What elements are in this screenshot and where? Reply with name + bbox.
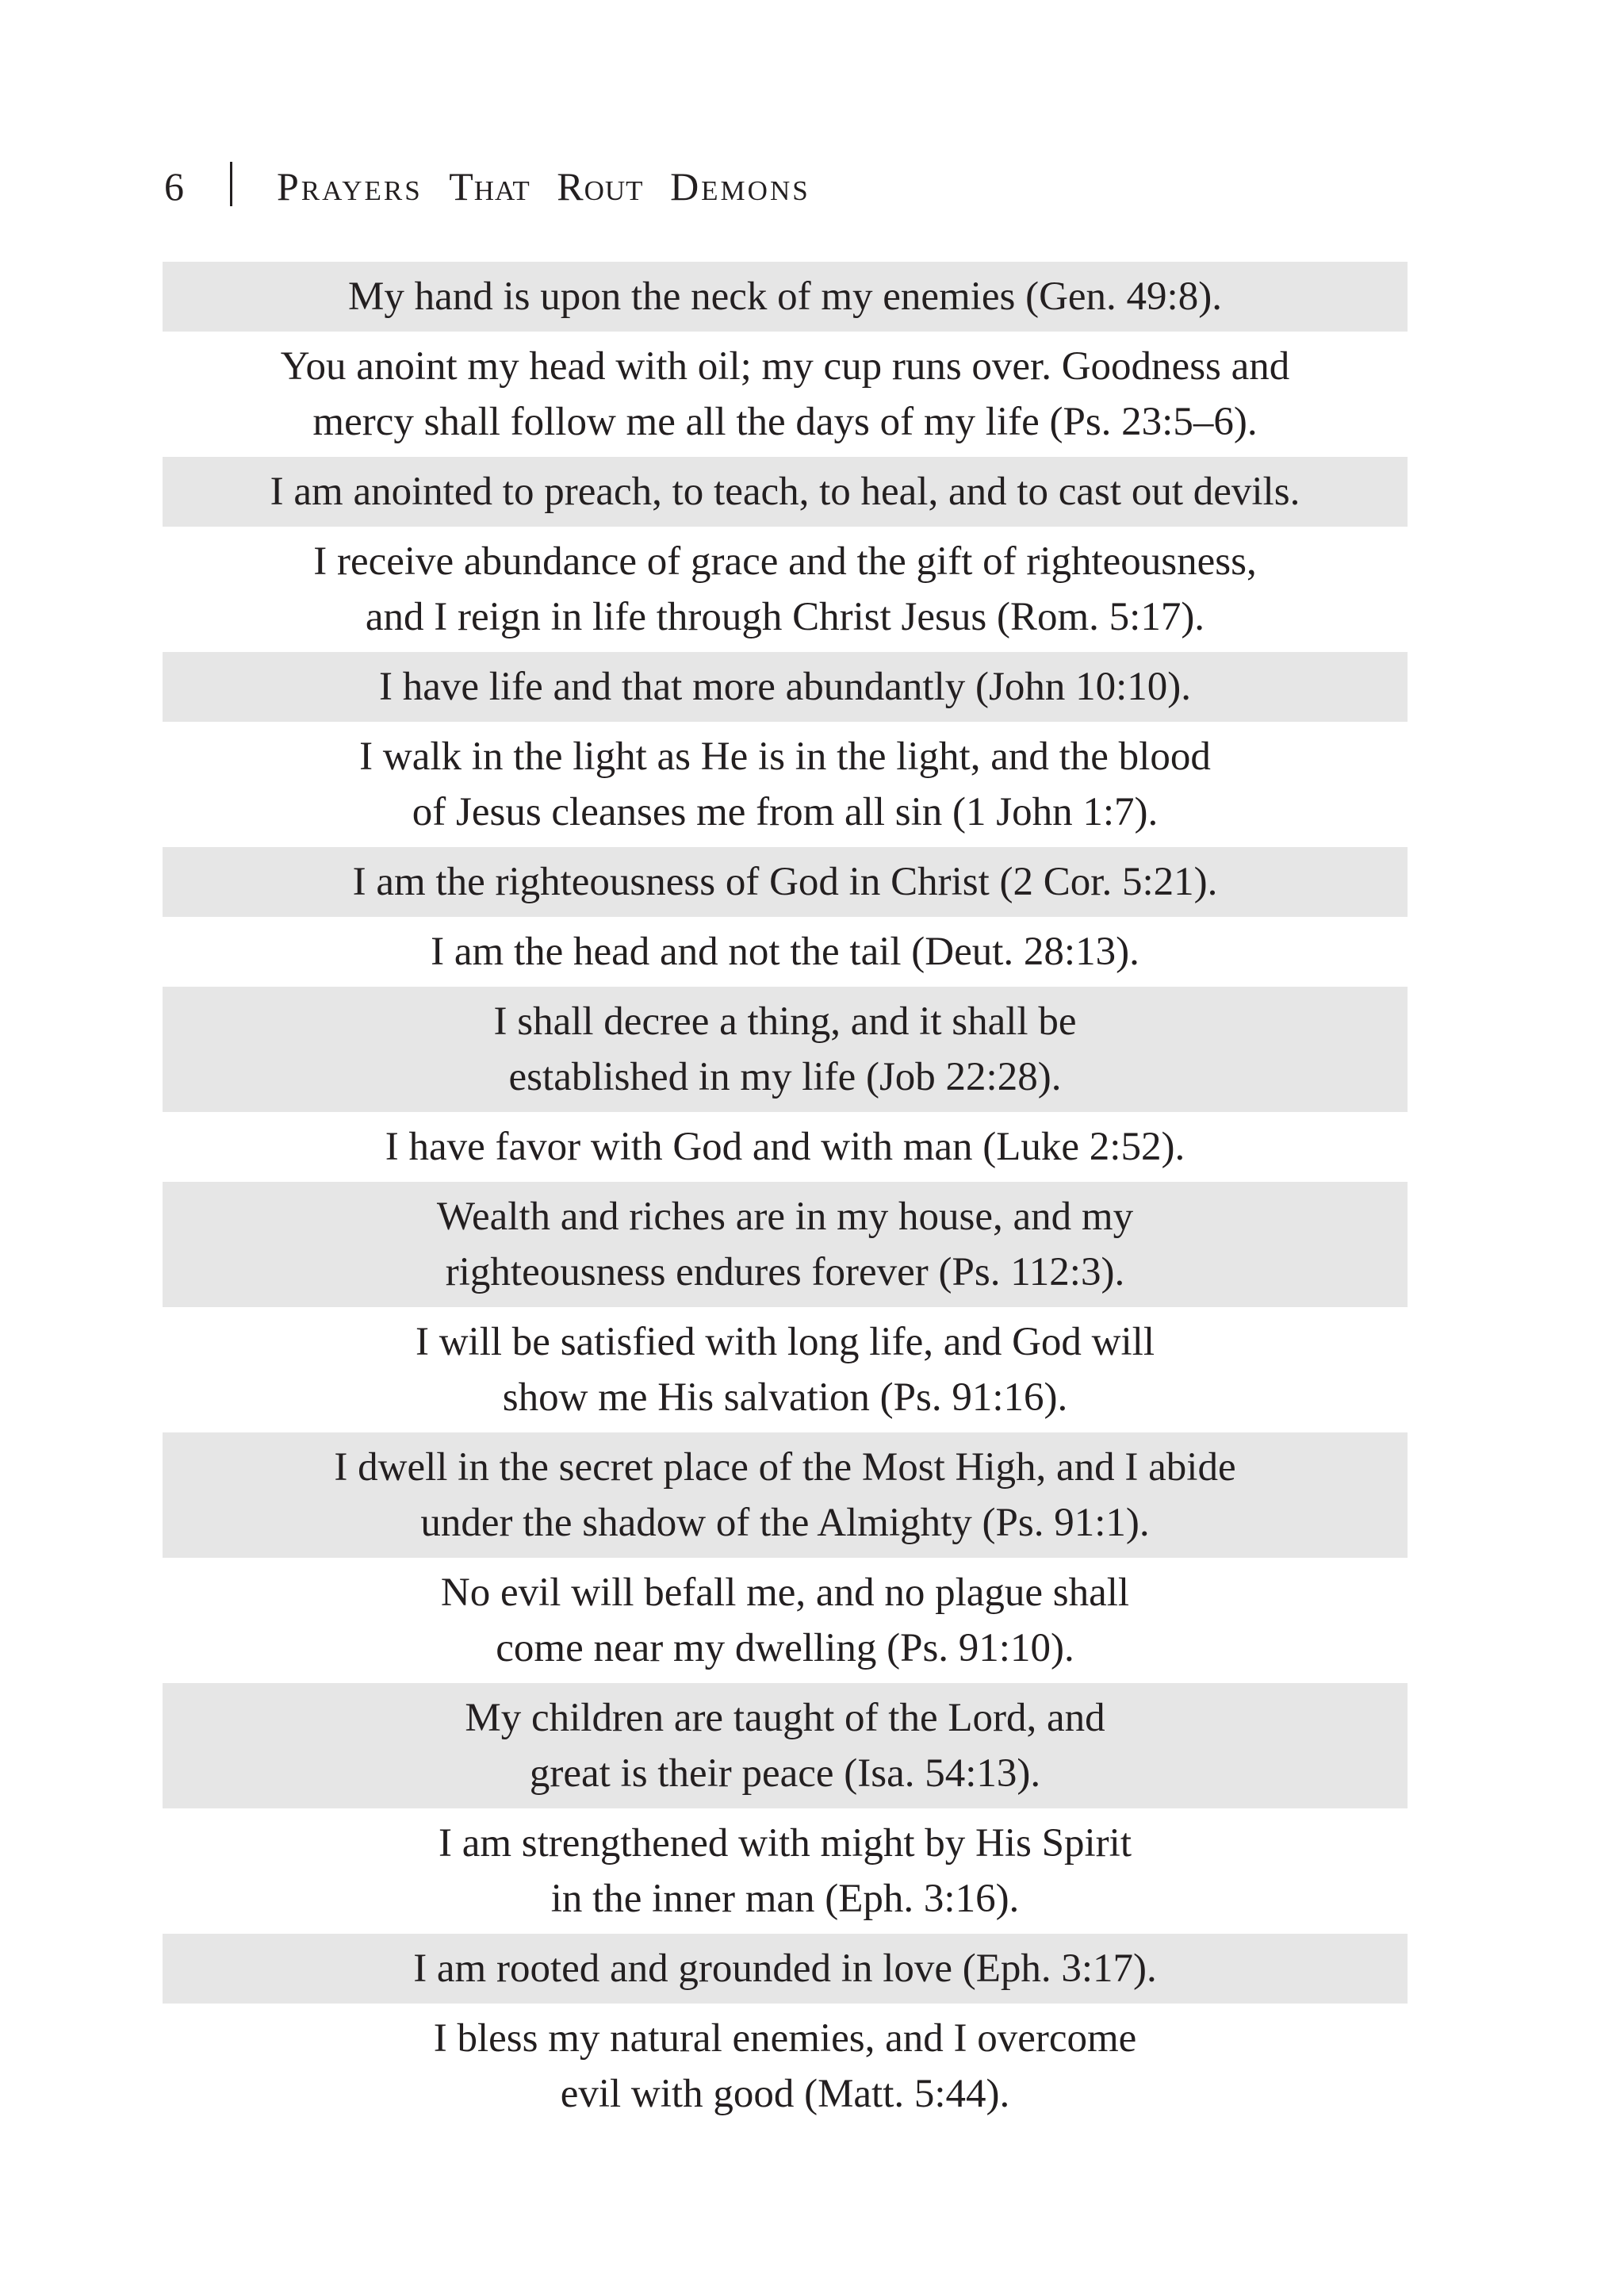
affirmation-text: I am the head and not the tail (Deut. 28:13). (431, 930, 1139, 974)
affirmation-row (163, 457, 1408, 527)
affirmation-text: I am anointed to preach, to teach, to heal, and to cast out devils. (270, 470, 1300, 514)
affirmation-row (163, 1558, 1408, 1683)
affirmation-row (163, 332, 1408, 457)
affirmation-text: in the inner man (Eph. 3:16). (550, 1877, 1020, 1921)
affirmation-row (163, 1683, 1408, 1808)
affirmation-text: evil with good (Matt. 5:44). (560, 2072, 1010, 2116)
affirmation-row (163, 1432, 1408, 1558)
affirmation-text: My children are taught of the Lord, and (465, 1696, 1105, 1740)
affirmation-row (163, 1808, 1408, 1934)
affirmation-row (163, 652, 1408, 722)
affirmation-text: established in my life (Job 22:28). (508, 1055, 1062, 1099)
page-number: 6 (164, 164, 184, 209)
affirmation-row (163, 2004, 1408, 2129)
affirmation-text: I bless my natural enemies, and I overcome (433, 2016, 1137, 2061)
affirmation-row (163, 917, 1408, 987)
affirmation-list (163, 262, 1408, 2129)
book-title-word: Demons (670, 164, 810, 209)
affirmation-text: I have favor with God and with man (Luke 2:52). (385, 1125, 1185, 1169)
affirmation-row (163, 262, 1408, 332)
book-title (277, 163, 810, 210)
affirmation-text: I walk in the light as He is in the light, and the blood (359, 734, 1211, 779)
book-title-word-decorative: Rout (557, 164, 644, 209)
affirmation-text: mercy shall follow me all the days of my life (Ps. 23:5–6). (312, 400, 1258, 444)
affirmation-text: You anoint my head with oil; my cup runs over. Goodness and (280, 344, 1290, 389)
affirmation-row (163, 1182, 1408, 1307)
affirmation-text: I am rooted and grounded in love (Eph. 3:17). (413, 1946, 1157, 1991)
affirmation-text: I receive abundance of grace and the gift of righteousness, (313, 539, 1257, 584)
affirmation-text: under the shadow of the Almighty (Ps. 91:1). (420, 1501, 1150, 1545)
affirmation-row (163, 527, 1408, 652)
header-separator (230, 162, 232, 206)
affirmation-row (163, 722, 1408, 847)
running-head (164, 155, 810, 209)
affirmation-text: righteousness endures forever (Ps. 112:3). (445, 1250, 1125, 1294)
affirmation-text: I am the righteousness of God in Christ (2 Cor. 5:21). (352, 860, 1218, 904)
affirmation-row (163, 1307, 1408, 1432)
affirmation-text: I will be satisfied with long life, and God will (415, 1320, 1155, 1364)
affirmation-text: My hand is upon the neck of my enemies (Gen. 49:8). (348, 274, 1222, 319)
affirmation-row (163, 1112, 1408, 1182)
affirmation-text: show me His salvation (Ps. 91:16). (502, 1375, 1068, 1420)
affirmation-text: I dwell in the secret place of the Most High, and I abide (334, 1445, 1236, 1490)
affirmation-text: and I reign in life through Christ Jesus (Rom. 5:17). (365, 595, 1205, 639)
affirmation-row (163, 987, 1408, 1112)
affirmation-row (163, 1934, 1408, 2004)
affirmation-text: I have life and that more abundantly (John 10:10). (379, 665, 1191, 709)
affirmation-text: great is their peace (Isa. 54:13). (529, 1751, 1041, 1796)
affirmation-text: I am strengthened with might by His Spirit (439, 1821, 1132, 1866)
affirmation-text: of Jesus cleanses me from all sin (1 John 1:7). (412, 790, 1159, 834)
book-title-word-decorative: That (449, 164, 530, 209)
affirmation-text: Wealth and riches are in my house, and my (436, 1195, 1134, 1239)
affirmation-text: I shall decree a thing, and it shall be (493, 999, 1077, 1044)
book-title-word: Prayers (277, 164, 423, 209)
affirmation-text: come near my dwelling (Ps. 91:10). (496, 1626, 1074, 1670)
affirmation-text: No evil will befall me, and no plague shall (440, 1570, 1130, 1615)
affirmation-row (163, 847, 1408, 917)
